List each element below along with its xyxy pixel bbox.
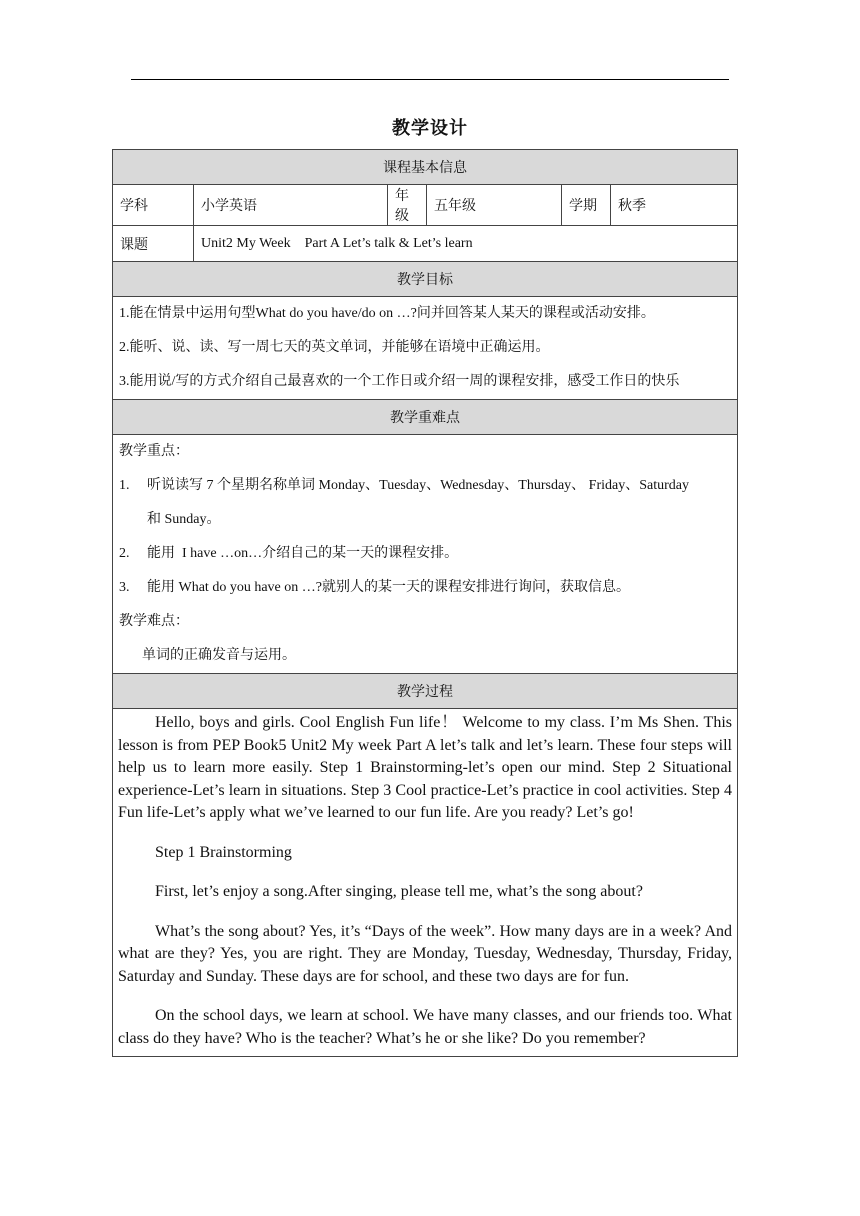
process-paragraph: Hello, boys and girls. Cool English Fun life！ Welcome to my class. I’m Ms Shen. This lesson is from PEP Book5 Unit2 My week Part A let’s talk and let’s learn. These four steps will help us to learn more easily. Step 1 Brainstorming-let’s open our mind. Step 2 Situational experience-Let’s learn in situations. Step 3 Cool practice-Let’s practice in cool activities. Step 4 Fun life-Let’s apply what we’ve learned to our fun life. Are you ready? Let’s go! (118, 714, 732, 821)
goal-item: 2.能听、说、读、写一周七天的英文单词，并能够在语境中正确运用。 (119, 340, 550, 355)
goal-item: 1.能在情景中运用句型What do you have/do on …?问并回答某人某天的课程或活动安排。 (119, 306, 655, 321)
term-label: 学期 (562, 185, 611, 226)
topic-label: 课题 (113, 226, 194, 262)
difficulty-text: 单词的正确发音与运用。 (142, 648, 296, 663)
focus-item (119, 469, 731, 503)
topic-value: Unit2 My Week Part A Let’s talk & Let’s learn (194, 226, 738, 262)
focus-item-number: 1. (119, 478, 130, 493)
lesson-plan-table (112, 149, 738, 1057)
focus-item-text: 能用 I have …on…介绍自己的某一天的课程安排。 (147, 546, 459, 561)
focus-item (119, 537, 731, 571)
process-paragraph: First, let’s enjoy a song.After singing, please tell me, what’s the song about? (155, 883, 643, 900)
goals-cell (113, 297, 738, 400)
header-rule (131, 79, 729, 80)
process-paragraph: On the school days, we learn at school. We have many classes, and our friends too. What class do they have? Who is the teacher? What’s he or she like? Do you remember? (118, 1007, 732, 1047)
focus-item-text: 能用 What do you have on …?就别人的某一天的课程安排进行询问，获取信息。 (147, 580, 630, 595)
focus-item-continuation: 和 Sunday。 (147, 512, 221, 527)
basic-info-header: 课程基本信息 (113, 150, 738, 185)
difficulty-label: 教学难点： (119, 614, 189, 629)
document-title: 教学设计 (392, 118, 468, 139)
term-value: 秋季 (611, 185, 738, 226)
grade-label: 年级 (388, 185, 427, 226)
focus-item-number: 3. (119, 580, 130, 595)
process-paragraph: Step 1 Brainstorming (155, 843, 292, 861)
process-header: 教学过程 (113, 674, 738, 709)
grade-value: 五年级 (427, 185, 562, 226)
focus-item-number: 2. (119, 546, 130, 561)
process-paragraph: What’s the song about? Yes, it’s “Days of the week”. How many days are in a week? And what are they? Yes, you are right. They are Monday, Tuesday, Wednesday, Thursday, Friday, Saturday and Sunday. These days are for school, and these two days are for fun. (118, 922, 732, 985)
focus-label: 教学重点： (119, 444, 189, 459)
focus-item (119, 571, 731, 605)
key-points-header: 教学重难点 (113, 400, 738, 435)
subject-label: 学科 (113, 185, 194, 226)
focus-item-text: 听说读写 7 个星期名称单词 Monday、Tuesday、Wednesday、Thursday、 Friday、Saturday (147, 478, 689, 493)
goal-item: 3.能用说/写的方式介绍自己最喜欢的一个工作日或介绍一周的课程安排，感受工作日的快乐 (119, 374, 680, 389)
goals-header: 教学目标 (113, 262, 738, 297)
subject-value: 小学英语 (194, 185, 388, 226)
key-points-cell (113, 435, 738, 674)
process-cell (113, 709, 738, 1057)
